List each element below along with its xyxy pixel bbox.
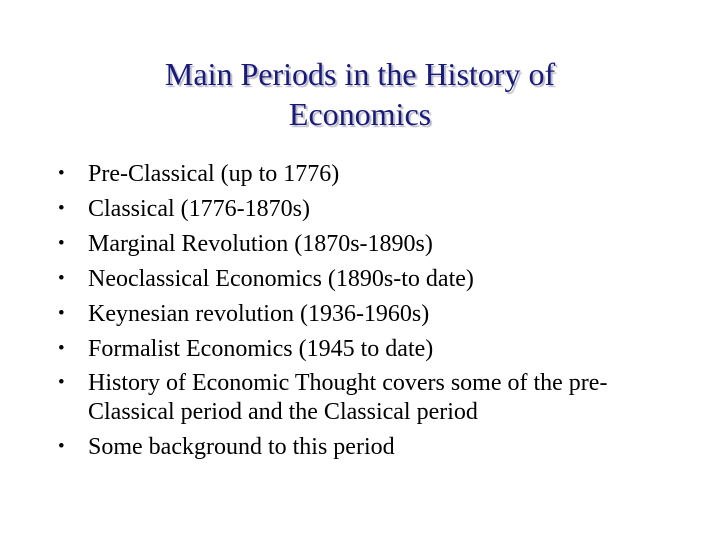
bullet-item-classical [52,195,692,223]
bullet-text: Pre-Classical (up to 1776) [88,161,340,187]
bullet-icon: • [58,232,65,254]
bullet-icon: • [58,163,65,184]
bullet-text: Neoclassical Economics (1890s-to date) [88,265,474,292]
bullet-item-neoclassical [52,265,692,293]
title-line-1: Main Periods in the History of [164,56,556,92]
bullet-text: History of Economic Thought covers some of the pre-Classical period and the Classical period [88,370,608,425]
bullet-icon: • [58,197,65,219]
bullet-text: Marginal Revolution (1870s-1890s) [88,230,433,257]
bullet-icon: • [58,267,65,289]
bullet-text: Some background to this period [88,433,395,460]
bullet-item-pre-classical [52,160,692,188]
bullet-item-background [52,433,692,461]
bullet-icon: • [58,435,65,457]
bullet-item-keynesian [52,300,692,328]
bullet-icon: • [58,372,65,394]
bullet-text: Keynesian revolution (1936-1960s) [88,300,430,327]
slide-title [60,54,660,134]
bullet-icon: • [58,337,65,359]
bullet-icon: • [58,302,65,324]
bullet-item-history-coverage [52,369,692,426]
title-line-2: Economics [288,96,432,132]
bullet-item-marginal-revolution [52,230,692,258]
bullet-item-formalist [52,335,692,363]
bullet-text: Formalist Economics (1945 to date) [88,335,434,362]
bullet-list [52,160,692,468]
bullet-text: Classical (1776-1870s) [88,195,310,222]
